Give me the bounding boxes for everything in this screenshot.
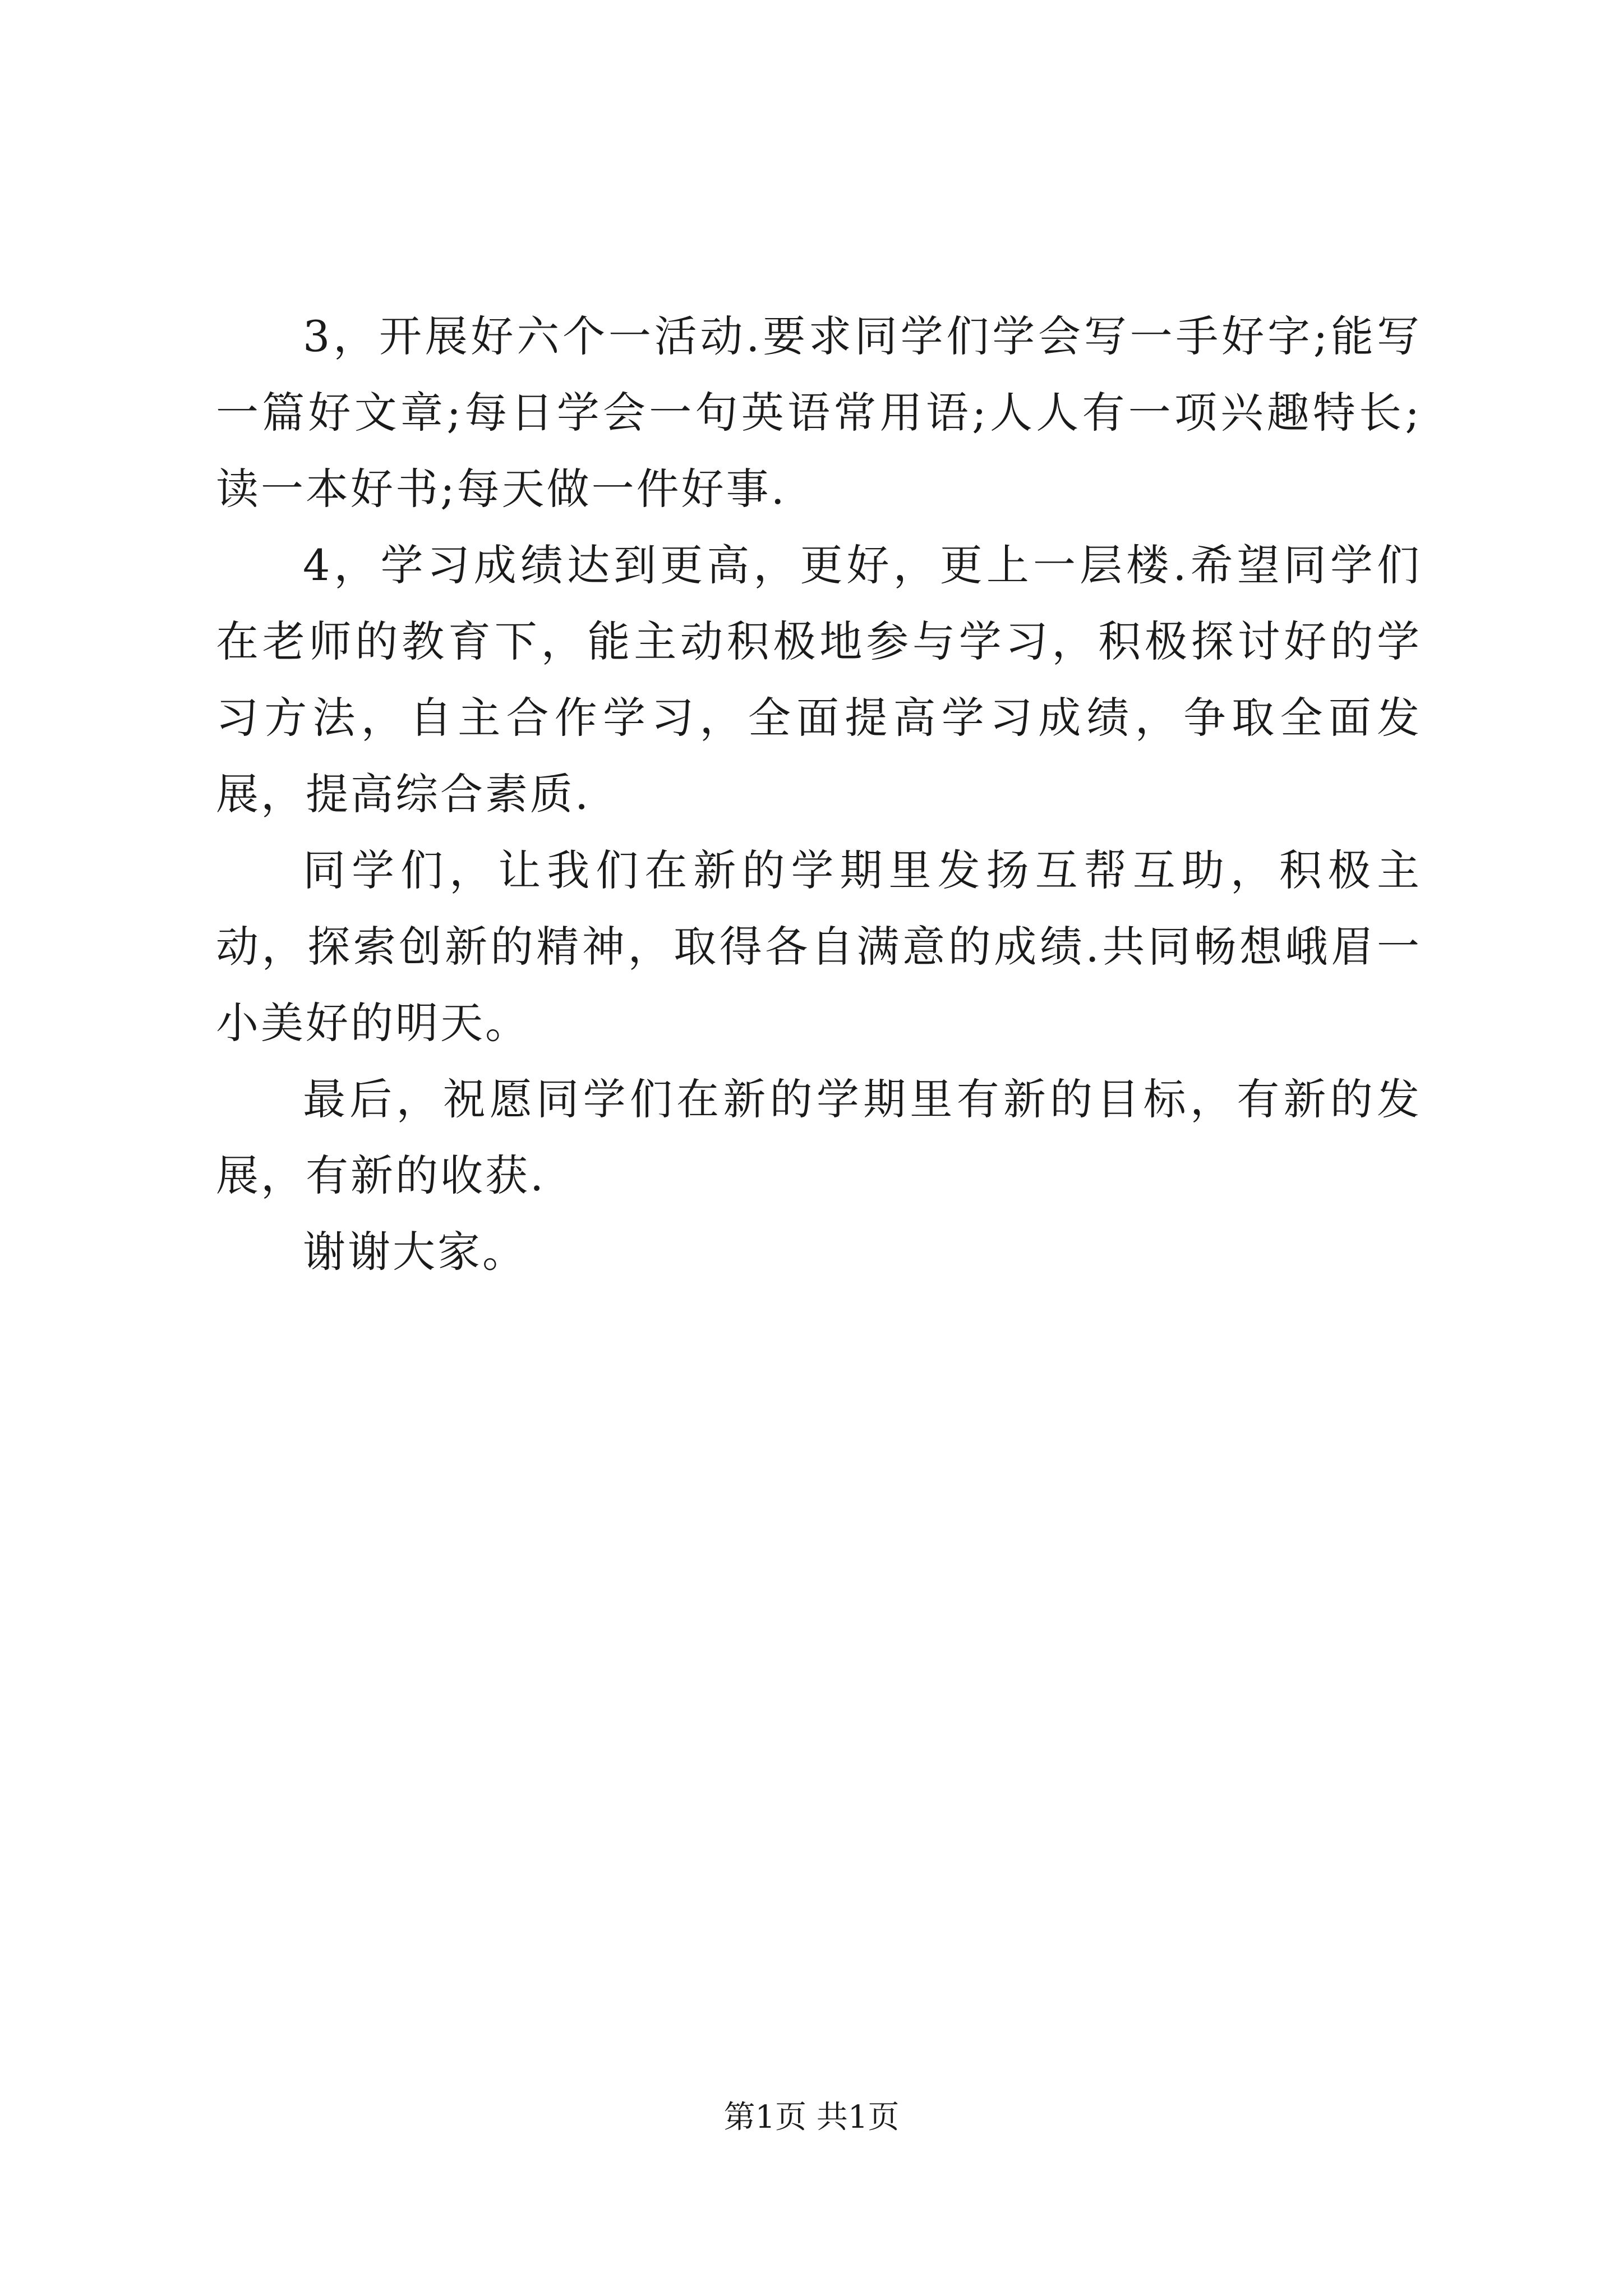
paragraph-item-4: 4，学习成绩达到更高，更好，更上一层楼.希望同学们在老师的教育下，能主动积极地参与学习，积极探讨好的学习方法，自主合作学习，全面提高学习成绩，争取全面发展，提高综合素质. bbox=[216, 540, 1422, 819]
paragraph-item-3: 3，开展好六个一活动.要求同学们学会写一手好字;能写一篇好文章;每日学会一句英语常用语;人人有一项兴趣特长;读一本好书;每天做一件好事. bbox=[216, 311, 1422, 514]
page-number-footer: 第1页 共1页 bbox=[723, 2099, 900, 2136]
paragraph-wishes: 最后，祝愿同学们在新的学期里有新的目标，有新的发展，有新的收获. bbox=[216, 1074, 1422, 1200]
document-body bbox=[216, 298, 1422, 1290]
paragraph-appeal: 同学们，让我们在新的学期里发扬互帮互助，积极主动，探索创新的精神，取得各自满意的成绩.共同畅想峨眉一小美好的明天。 bbox=[216, 845, 1422, 1048]
paragraph-thanks: 谢谢大家。 bbox=[303, 1227, 527, 1277]
